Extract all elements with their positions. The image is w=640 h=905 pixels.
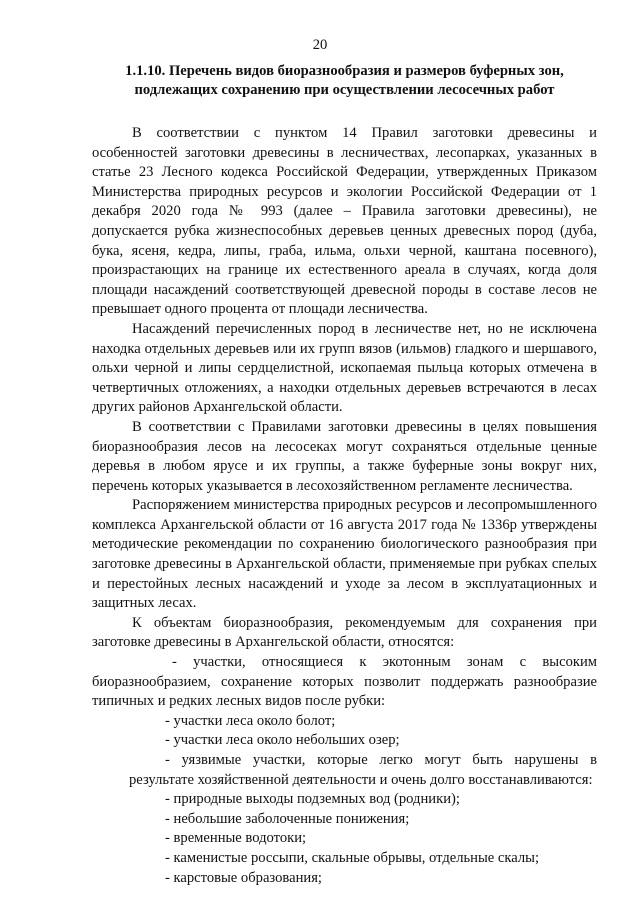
section-heading (92, 62, 597, 100)
list-subitem: - каменистые россыпи, скальные обрывы, отдельные скалы; (165, 849, 540, 866)
paragraph: В соответствии с пунктом 14 Правил заготовки древесины и особенностей заготовки древесины в лесничествах, лесопарках, указанных в статье 23 Лесного кодекса Российской Федерации, утвержденных Приказом Министерства природных ресурсов и экологии Российской Федерации от 1 декабря 2020 года № 993 (далее – Правила заготовки древесины), не допускается рубка жизнеспособных деревьев ценных древесных пород (дуба, бука, ясеня, кедра, липы, граба, ильма, ольхи черной, каштана посевного), произрастающих на границе их естественного ареала в случаях, когда доля площади насаждений соответствующей древесной породы в составе лесов не превышает одного процента от площади лесничества. (92, 125, 597, 318)
list-subitem: - участки леса около небольших озер; (165, 732, 400, 749)
list-item-vulnerable: - уязвимые участки, которые легко могут быть нарушены в результате хозяйственной деятельности и очень долго восстанавливаются: (129, 752, 597, 788)
page-number: 20 (312, 37, 328, 53)
list-item-ecotone: - участки, относящиеся к экотонным зонам с высоким биоразнообразием, сохранение которых позволит поддержать разнообразие типичных и редких лесных видов после рубки: (92, 654, 597, 710)
paragraph: Распоряжением министерства природных ресурсов и лесопромышленного комплекса Архангельской области от 16 августа 2017 года № 1336р утверждены методические рекомендации по сохранению биологического разнообразия при заготовке древесины в Архангельской области, применяемые при рубках спелых и перестойных лесных насаждений и уходе за лесом в эксплуатационных и защитных лесах. (92, 497, 597, 612)
list-subitem: - карстовые образования; (165, 869, 322, 886)
body-text (92, 124, 597, 888)
section-heading-line: 1.1.10. Перечень видов биоразнообразия и размеров буферных зон, (125, 63, 564, 79)
list-subitem: - временные водотоки; (165, 830, 307, 847)
paragraph: В соответствии с Правилами заготовки древесины в целях повышения биоразнообразия лесов на лесосеках могут сохраняться отдельные ценные деревья в любом ярусе и их группы, а также буферные зоны вокруг них, перечень которых указывается в лесохозяйственном регламенте лесничества. (92, 418, 597, 494)
paragraph: К объектам биоразнообразия, рекомендуемым для сохранения при заготовке древесины в Архангельской области, относятся: (92, 614, 597, 651)
paragraph: Насаждений перечисленных пород в лесничестве нет, но не исключена находка отдельных деревьев или их групп вязов (ильмов) гладкого и шершавого, ольхи черной и липы сердцелистной, ископаемая пыльца которых отмечена в четвертичных отложениях, а находки отдельных деревьев встречаются в лесах других районов Архангельской области. (92, 320, 597, 416)
list-subitem: - природные выходы подземных вод (родники); (165, 791, 460, 808)
section-heading-line: подлежащих сохранению при осуществлении лесосечных работ (134, 82, 555, 98)
list-subitem: - небольшие заболоченные понижения; (165, 810, 410, 827)
list-subitem: - участки леса около болот; (165, 712, 336, 729)
